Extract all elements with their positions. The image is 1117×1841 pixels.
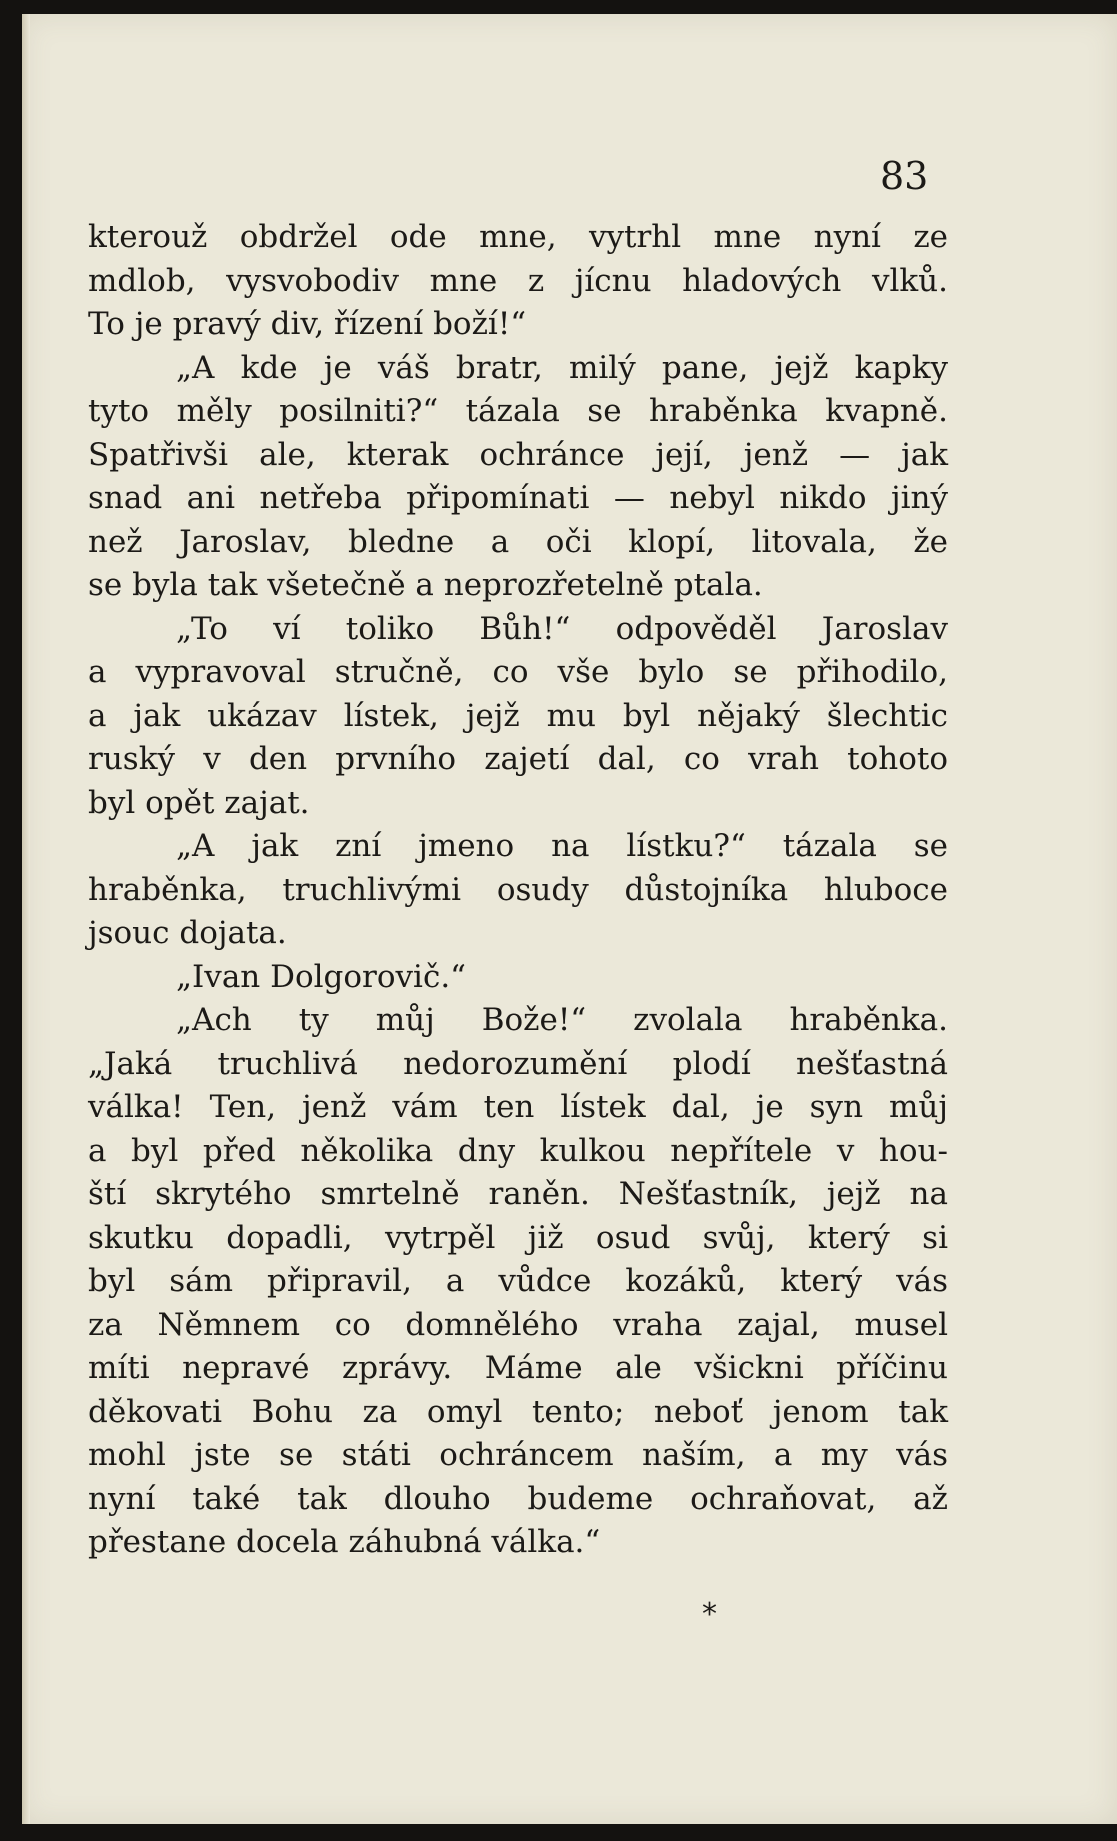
text-line: kterouž obdržel ode mne, vytrhl mne nyní ze [88, 219, 948, 255]
text-line: hraběnka, truchlivými osudy důstojníka hluboce [88, 871, 948, 908]
book-page [22, 14, 1117, 1824]
text-line: přestane docela záhubná válka.“ [88, 1524, 601, 1560]
text-line: tyto měly posilniti?“ tázala se hraběnka kvapně. [88, 393, 948, 429]
text-line: „Jaká truchlivá nedorozumění plodí nešťastná [88, 1045, 948, 1082]
text-line: děkovati Bohu za omyl tento; neboť jenom tak [88, 1393, 948, 1430]
text-line: a jak ukázav lístek, jejž mu byl nějaký šlechtic [88, 697, 948, 734]
page-number: 83 [880, 154, 929, 198]
text-line: skutku dopadli, vytrpěl již osud svůj, který si [88, 1219, 948, 1256]
text-line: mdlob, vysvobodiv mne z jícnu hladových vlků. [88, 262, 948, 299]
text-line: míti nepravé zprávy. Máme ale všickni příčinu [88, 1350, 948, 1386]
text-line: a byl před několika dny kulkou nepřítele v hou- [88, 1132, 948, 1169]
text-line: mohl jste se státi ochráncem naším, a my vás [88, 1437, 948, 1473]
paragraph [88, 608, 948, 826]
paragraph [88, 347, 948, 608]
text-line: Spatřivši ale, kterak ochránce její, jenž — jak [88, 436, 948, 473]
text-line: byl opět zajat. [88, 784, 310, 821]
text-line: „A jak zní jmeno na lístku?“ tázala se [176, 828, 948, 864]
text-line: ští skrytého smrtelně raněn. Nešťastník, jejž na [88, 1176, 948, 1212]
text-line: „Ivan Dolgorovič.“ [176, 958, 467, 995]
paragraph [88, 825, 948, 956]
body-text [88, 216, 948, 1565]
text-line: byl sám připravil, a vůdce kozáků, který vás [88, 1263, 948, 1299]
section-mark: * [702, 1597, 717, 1632]
text-line: snad ani netřeba připomínati — nebyl nikdo jiný [88, 480, 948, 516]
text-line: a vypravoval stručně, co vše bylo se přihodilo, [88, 654, 948, 690]
paragraph [88, 216, 948, 347]
text-line: se byla tak všetečně a neprozřetelně ptala. [88, 567, 763, 603]
text-line: nyní také tak dlouho budeme ochraňovat, až [88, 1480, 948, 1517]
paragraph [88, 999, 948, 1565]
text-line: „To ví toliko Bůh!“ odpověděl Jaroslav [176, 610, 948, 647]
text-line: To je pravý div, řízení boží!“ [88, 306, 527, 342]
page-gutter [22, 14, 30, 1824]
text-line: za Němnem co domnělého vraha zajal, musel [88, 1306, 948, 1343]
text-line: jsouc dojata. [88, 915, 287, 951]
text-line: „Ach ty můj Bože!“ zvolala hraběnka. [176, 1002, 948, 1038]
paragraph [88, 956, 948, 1000]
text-line: než Jaroslav, bledne a oči klopí, litovala, že [88, 523, 948, 560]
text-line: ruský v den prvního zajetí dal, co vrah tohoto [88, 741, 948, 777]
text-line: válka! Ten, jenž vám ten lístek dal, je syn můj [88, 1089, 948, 1125]
text-line: „A kde je váš bratr, milý pane, jejž kapky [176, 349, 948, 386]
